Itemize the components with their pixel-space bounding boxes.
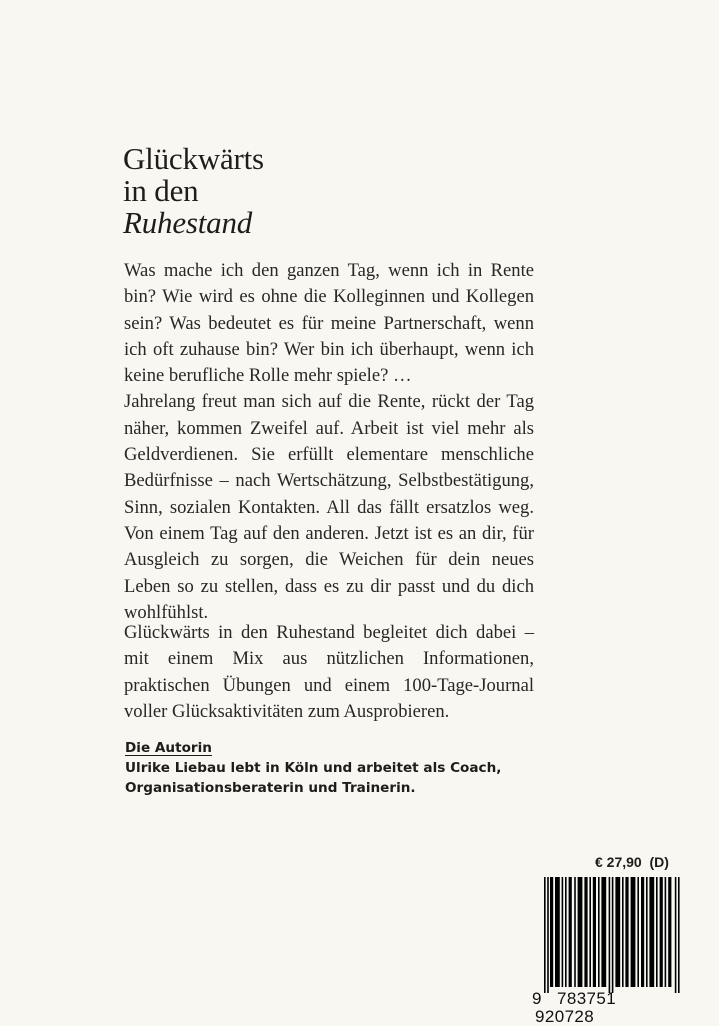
isbn-group-2: 920728 — [535, 1007, 595, 1026]
blurb-paragraph-2: Jahrelang freut man sich auf die Rente, rückt der Tag näher, kommen Zweifel auf. Arbeit ist viel mehr als Geldverdienen. Sie erfüllt elementare menschliche Bedürfnisse – nach Wertschätzung, Selbstbestätigung, Sinn, sozialen Kontakten. All das fällt ersatzlos weg. Von einem Tag auf den anderen. Jetzt ist es an dir, für Ausgleich zu sorgen, die Weichen für dein neues Leben so zu stellen, dass es zu dir passt und du dich wohlfühlst. — [124, 391, 534, 623]
isbn-group-1: 783751 — [556, 989, 617, 1008]
blurb-block-2 — [124, 620, 534, 725]
author-section — [125, 738, 501, 798]
blurb-paragraph-3: Glückwärts in den Ruhestand begleitet dich dabei – mit einem Mix aus nützlichen Informationen, praktischen Übungen und einem 100-Tage-Journal voller Glücksaktivitäten zum Ausprobieren. — [124, 622, 534, 722]
blurb-paragraph-1: Was mache ich den ganzen Tag, wenn ich in Rente bin? Wie wird es ohne die Kolleginnen und Kollegen sein? Was bedeutet es für meine Partnerschaft, wenn ich oft zuhause bin? Wer bin ich überhaupt, wenn ich keine berufliche Rolle mehr spiele? … — [124, 260, 534, 387]
author-bio-line-2: Organisationsberaterin und Trainerin. — [125, 780, 416, 796]
book-title — [123, 143, 264, 239]
isbn-lead-digit: 9 — [532, 989, 542, 1008]
title-line-1: Glückwärts — [123, 141, 264, 176]
barcode-icon — [544, 877, 680, 993]
author-heading: Die Autorin — [125, 740, 212, 756]
blurb-block-1 — [124, 258, 534, 626]
isbn-digits — [532, 990, 682, 1026]
title-line-3: Ruhestand — [123, 205, 253, 240]
price-label: € 27,90 (D) — [595, 854, 669, 870]
author-bio-line-1: Ulrike Liebau lebt in Köln und arbeitet als Coach, — [125, 760, 502, 776]
title-line-2: in den — [123, 173, 199, 208]
